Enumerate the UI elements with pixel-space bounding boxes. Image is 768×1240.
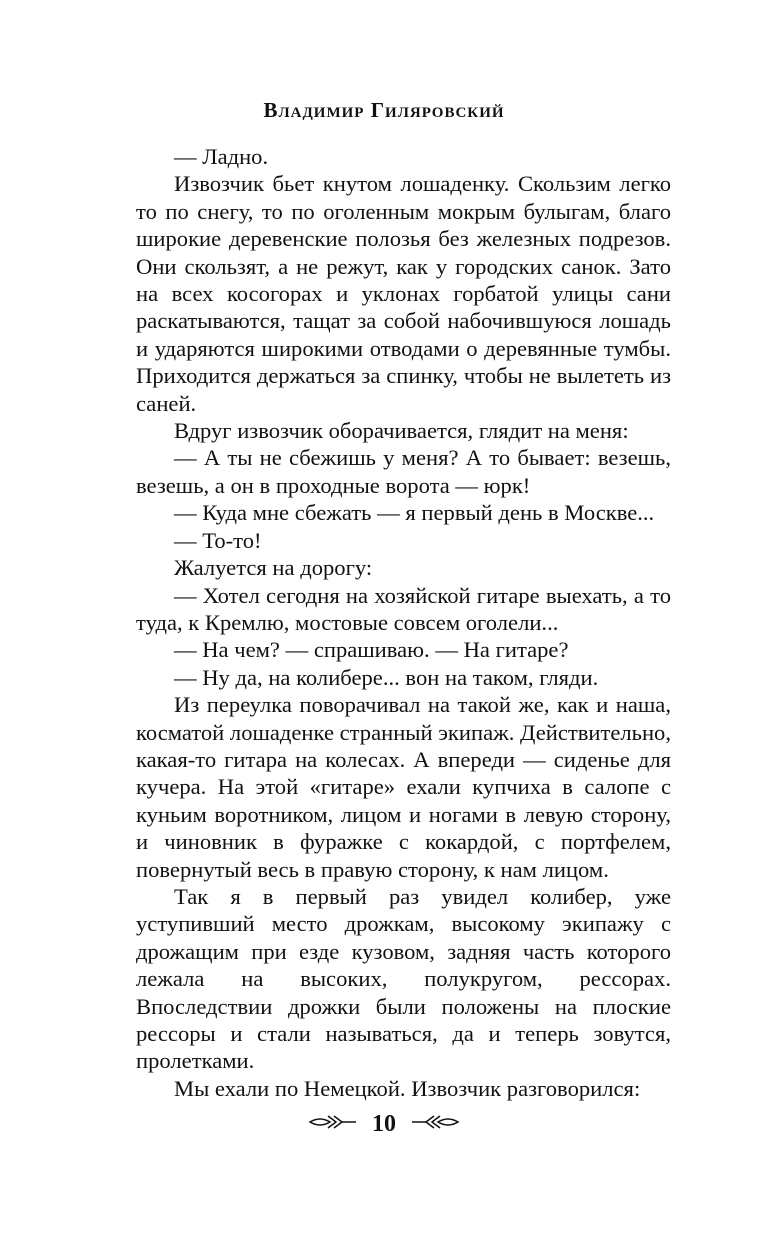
paragraph: Мы ехали по Немецкой. Извозчик разговорился:: [174, 1075, 641, 1101]
paragraph: — Ну да, на колибере... вон на таком, гляди.: [174, 664, 599, 690]
paragraph: — Куда мне сбежать — я первый день в Москве...: [174, 500, 655, 526]
page-number: 10: [372, 1110, 396, 1137]
paragraph: — То-то!: [174, 527, 262, 553]
running-header: Владимир Гиляровский: [263, 98, 505, 122]
paragraph: — Хотел сегодня на хозяйской гитаре выехать, а то туда, к Кремлю, мостовые совсем оголели...: [136, 582, 671, 635]
body-text: [136, 143, 671, 1102]
paragraph: Из переулка поворачивал на такой же, как и наша, косматой лошаденке странный экипаж. Действительно, какая-то гитара на колесах. А впереди — сиденье для кучера. На этой «гитаре» ехали купчиха в салопе с куньим воротником, лицом и ногами в левую сторону, и чиновник в фуражке с кокардой, с портфелем, повернутый весь в правую сторону, к нам лицом.: [136, 692, 672, 882]
right-ornament-icon: [410, 1111, 460, 1138]
paragraph: — Ладно.: [174, 144, 269, 169]
paragraph: — А ты не сбежишь у меня? А то бывает: везешь, везешь, а он в проходные ворота — юрк!: [136, 445, 671, 498]
page-footer: [0, 1110, 768, 1138]
paragraph: Извозчик бьет кнутом лошаденку. Скользим легко то по снегу, то по оголенным мокрым булыгам, благо широкие деревенские полозья без железных подрезов. Они скользят, а не режут, как у городских санок. Зато на всех косогорах и уклонах горбатой улицы сани раскатываются, тащат за собой набочившуюся лошадь и ударяются широкими отводами о деревянные тумбы. Приходится держаться за спинку, чтобы не вылететь из саней.: [136, 171, 671, 416]
left-ornament-icon: [308, 1111, 358, 1138]
paragraph: Вдруг извозчик оборачивается, глядит на меня:: [174, 418, 629, 444]
paragraph: — На чем? — спрашиваю. — На гитаре?: [174, 637, 569, 663]
paragraph: Так я в первый раз увидел колибер, уже уступивший место дрожкам, высокому экипажу с дрожащим при езде кузовом, задняя часть которого лежала на высоких, полукругом, рессорах. Впоследствии дрожки были положены на плоские рессоры и стали называться, да и теперь зовутся, пролетками.: [136, 883, 671, 1074]
paragraph: Жалуется на дорогу:: [174, 555, 373, 581]
